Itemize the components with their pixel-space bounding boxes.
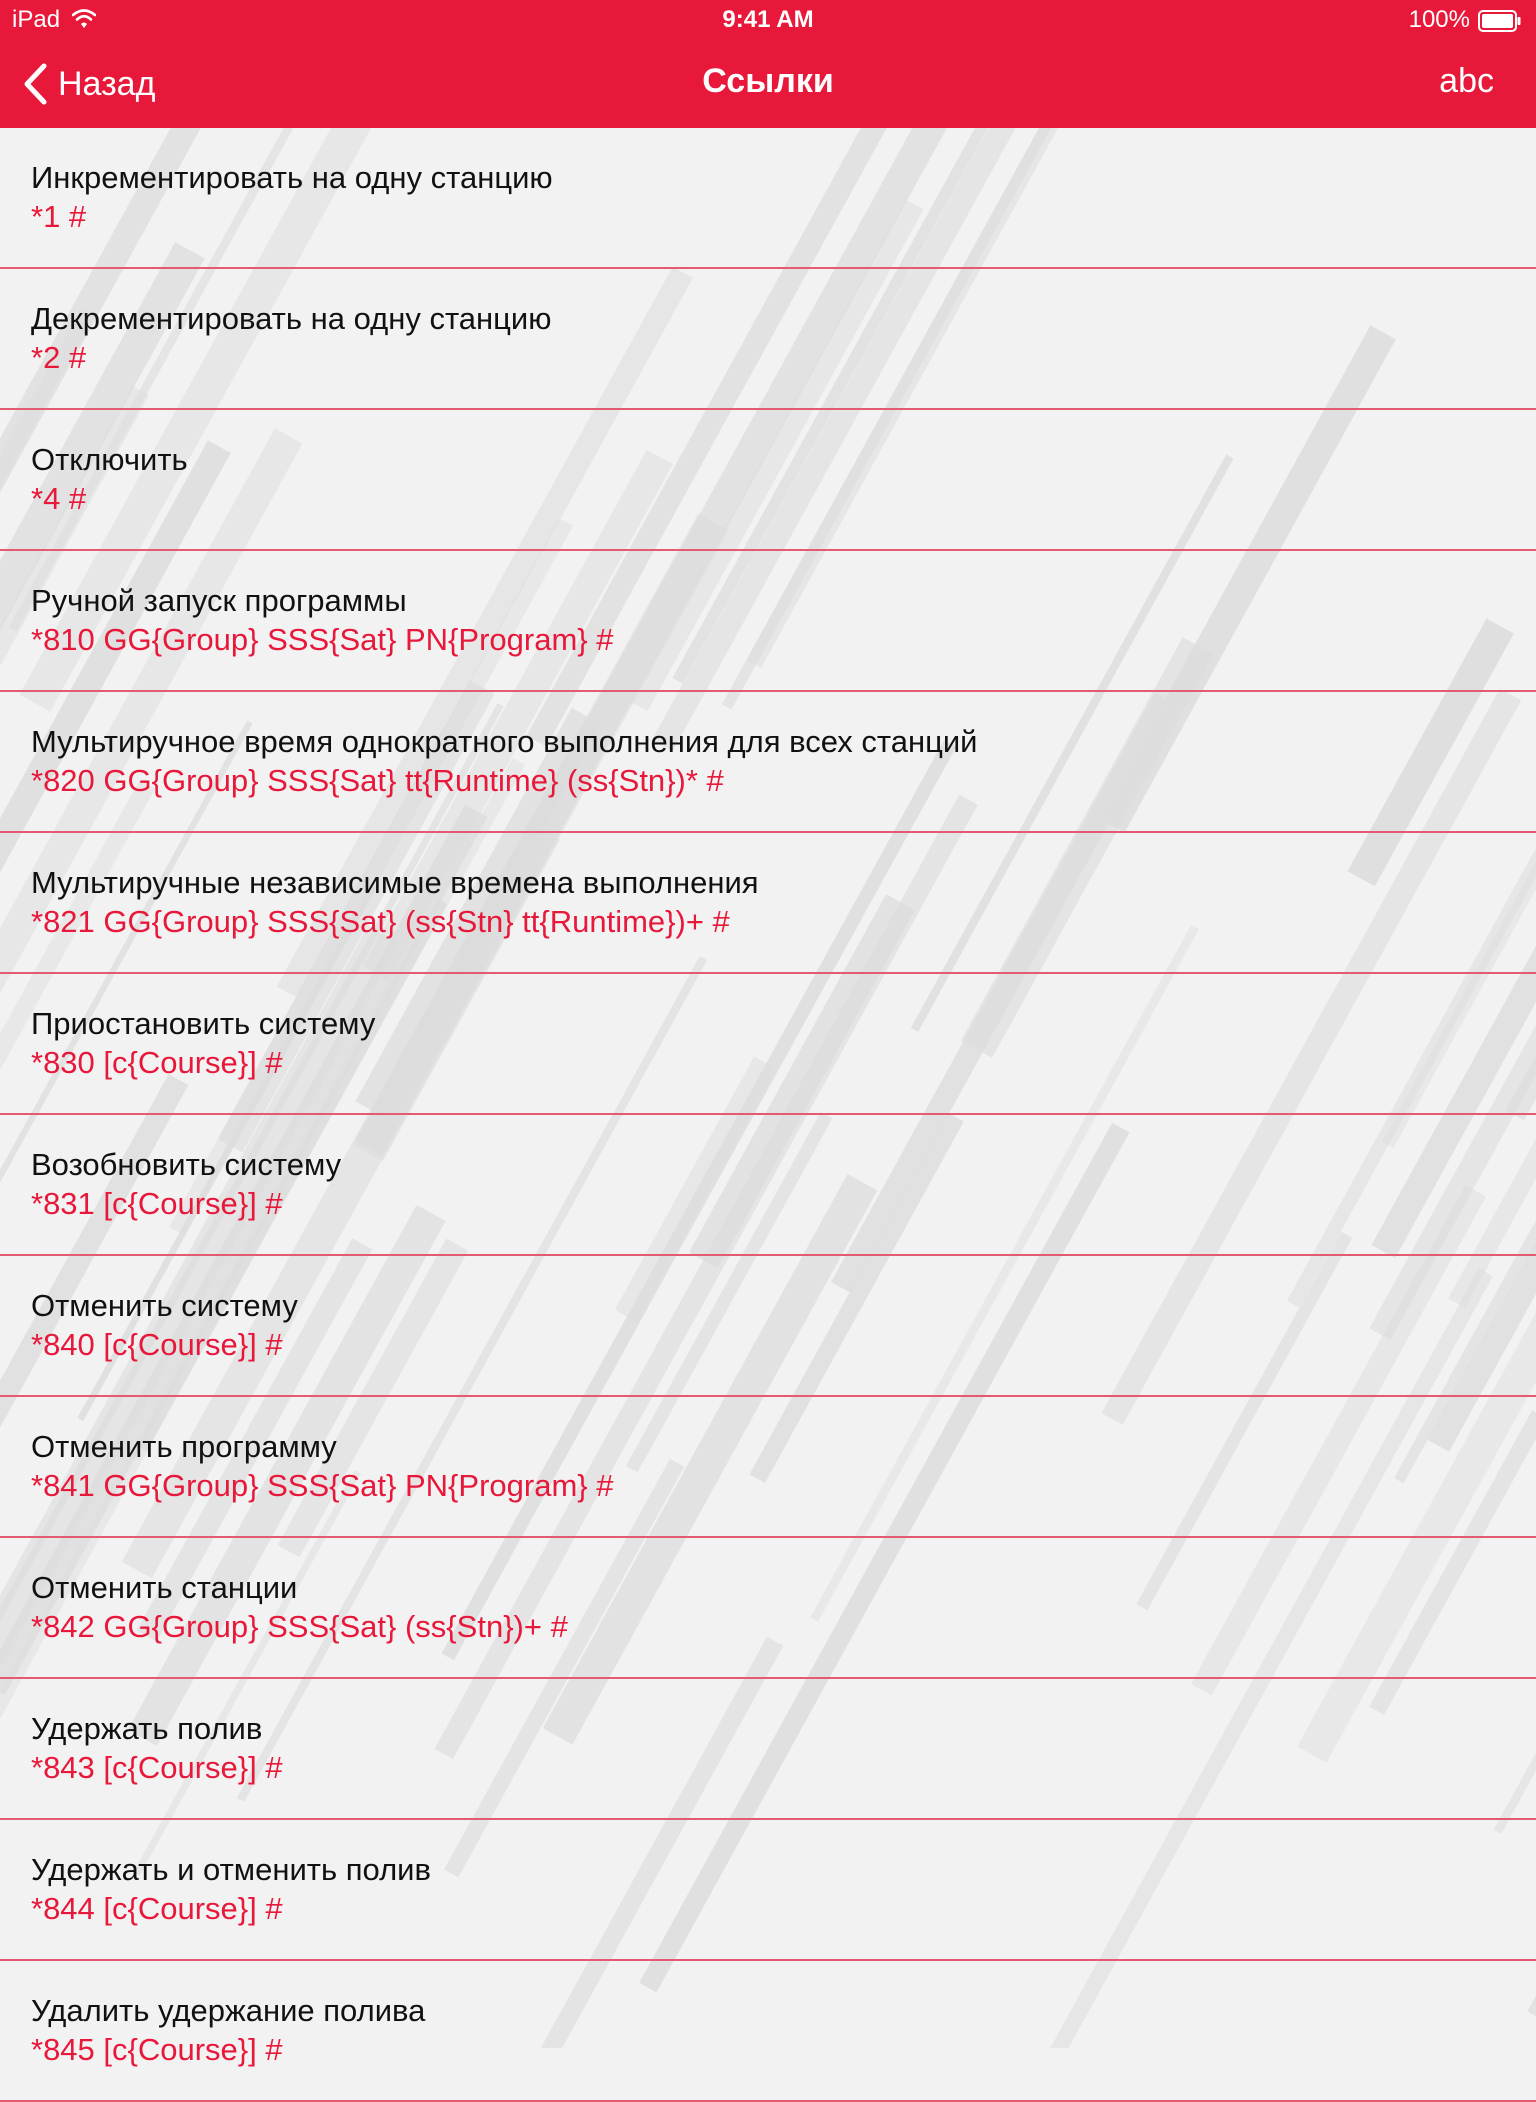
status-time: 9:41 AM (722, 6, 814, 33)
list-item-code: *4 # (31, 481, 87, 516)
list-item-code: *843 [c{Course}] # (31, 1750, 283, 1785)
status-bar (0, 0, 1536, 40)
list-item-code: *810 GG{Group} SSS{Sat} PN{Program} # (31, 622, 614, 657)
list-item[interactable] (0, 128, 1536, 269)
back-button-label: Назад (58, 64, 156, 103)
list-item[interactable] (0, 269, 1536, 410)
list-item-title: Мультиручные независимые времена выполнения (31, 865, 759, 900)
list-item-title: Отменить систему (31, 1288, 298, 1323)
list-item[interactable] (0, 974, 1536, 1115)
list-item-title: Инкрементировать на одну станцию (31, 160, 553, 195)
list-item-title: Декрементировать на одну станцию (31, 301, 552, 336)
list-item[interactable] (0, 410, 1536, 551)
list-item[interactable] (0, 1256, 1536, 1397)
list-item-code: *844 [c{Course}] # (31, 1891, 283, 1926)
list-item[interactable] (0, 1820, 1536, 1961)
navigation-bar (0, 40, 1536, 128)
list-item-code: *841 GG{Group} SSS{Sat} PN{Program} # (31, 1468, 614, 1503)
list-item-code: *1 # (31, 199, 87, 234)
list-item-code: *820 GG{Group} SSS{Sat} tt{Runtime} (ss{Stn})* # (31, 763, 724, 798)
list-item[interactable] (0, 551, 1536, 692)
list-item-code: *830 [c{Course}] # (31, 1045, 283, 1080)
list-item-code: *840 [c{Course}] # (31, 1327, 283, 1362)
list-item-title: Приостановить систему (31, 1006, 376, 1041)
list-item-code: *842 GG{Group} SSS{Sat} (ss{Stn})+ # (31, 1609, 568, 1644)
reference-list (0, 128, 1536, 2102)
list-item[interactable] (0, 1397, 1536, 1538)
list-item[interactable] (0, 1961, 1536, 2102)
list-item[interactable] (0, 692, 1536, 833)
list-item-title: Удержать полив (31, 1711, 263, 1746)
list-item-title: Удержать и отменить полив (31, 1852, 431, 1887)
top-bar (0, 0, 1536, 128)
battery-percentage: 100% (1408, 6, 1470, 33)
list-item[interactable] (0, 833, 1536, 974)
list-item-title: Отменить станции (31, 1570, 298, 1605)
list-item-title: Ручной запуск программы (31, 583, 407, 618)
page-title: Ссылки (702, 62, 834, 100)
list-item-code: *845 [c{Course}] # (31, 2032, 283, 2067)
list-item[interactable] (0, 1538, 1536, 1679)
list-item-title: Мультиручное время однократного выполнения для всех станций (31, 724, 978, 759)
battery-icon (1478, 10, 1522, 32)
list-item-code: *831 [c{Course}] # (31, 1186, 283, 1221)
status-device: iPad (12, 6, 61, 33)
abc-button[interactable]: abc (1439, 62, 1494, 100)
list-item[interactable] (0, 1679, 1536, 1820)
list-item-title: Удалить удержание полива (31, 1993, 426, 2028)
list-item-title: Отменить программу (31, 1429, 337, 1464)
list-item-code: *821 GG{Group} SSS{Sat} (ss{Stn} tt{Runtime})+ # (31, 904, 730, 939)
list-item[interactable] (0, 1115, 1536, 1256)
list-item-title: Отключить (31, 442, 188, 477)
list-item-code: *2 # (31, 340, 87, 375)
list-item-title: Возобновить систему (31, 1147, 342, 1182)
